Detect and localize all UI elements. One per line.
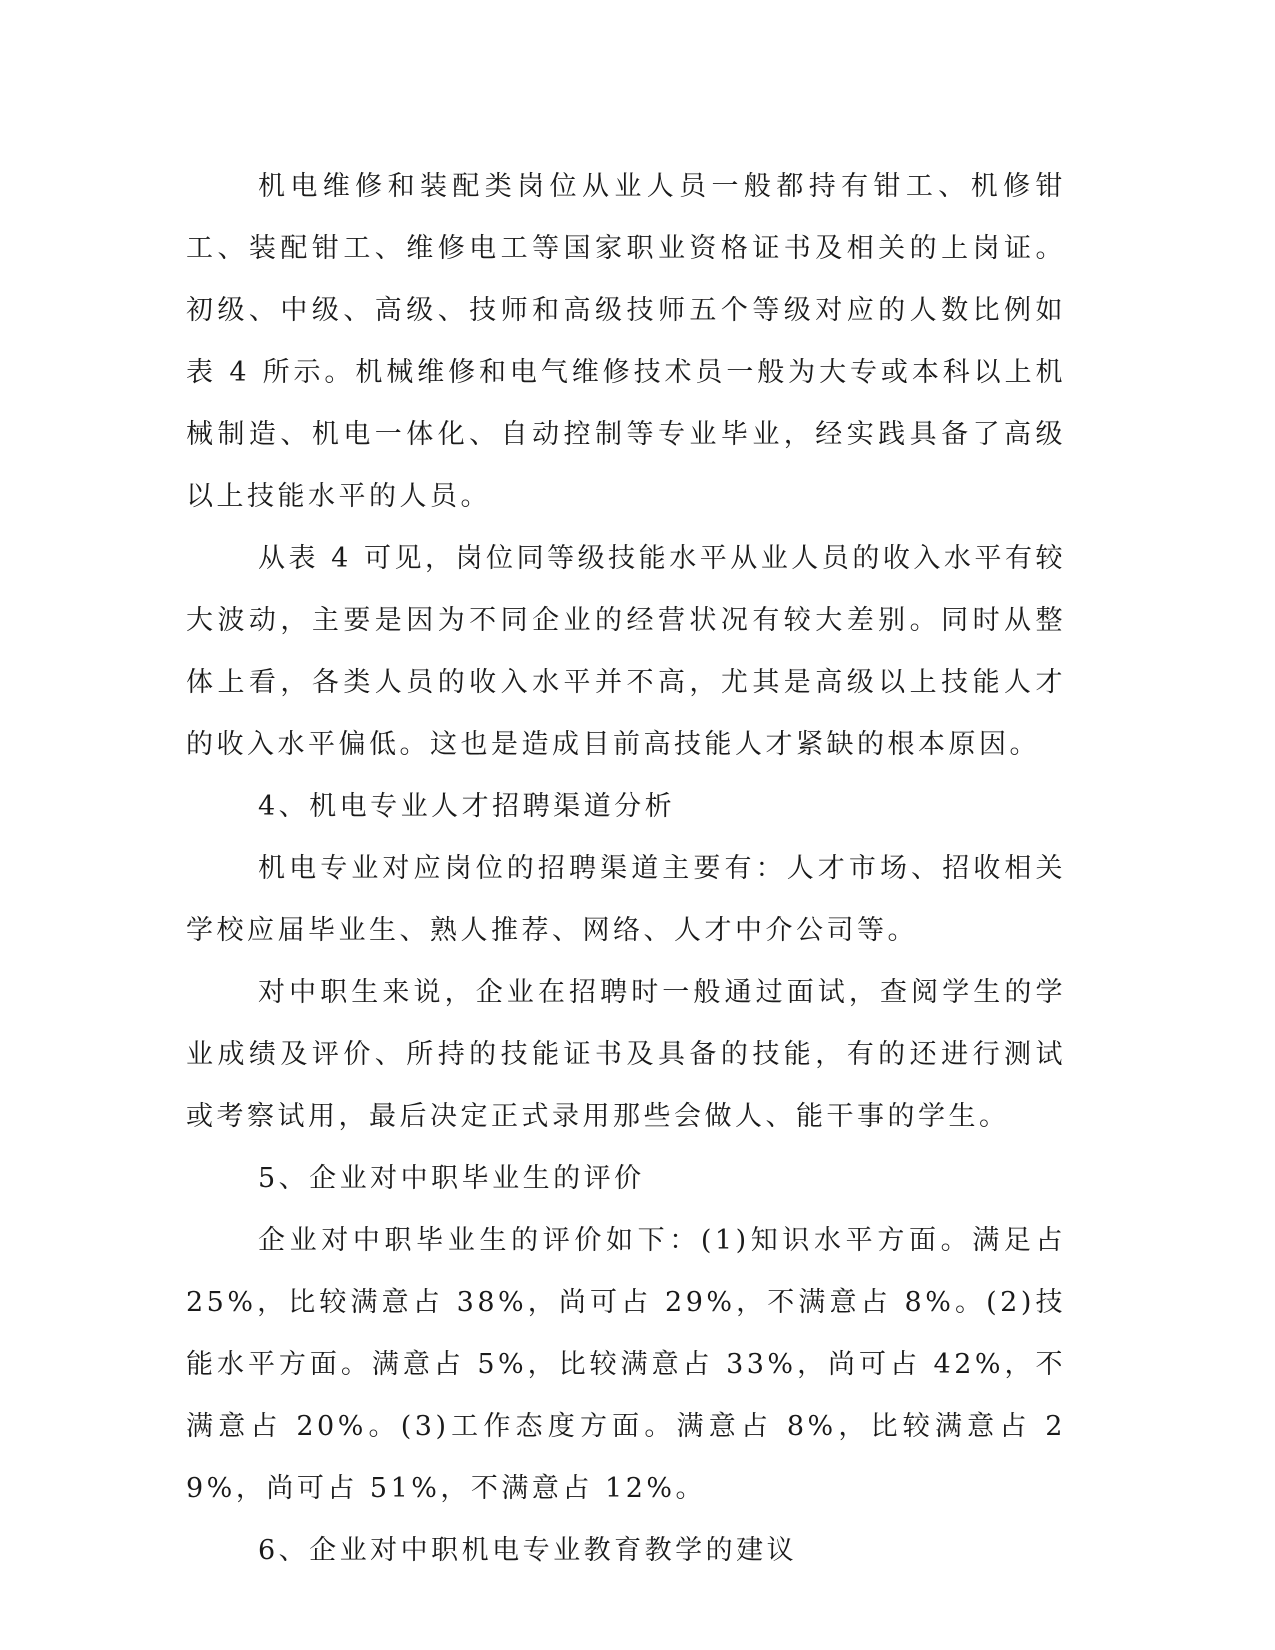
section-heading-evaluation: 5、企业对中职毕业生的评价 — [258, 1163, 645, 1194]
section-heading-suggestions: 6、企业对中职机电专业教育教学的建议 — [258, 1535, 798, 1566]
paragraph-certificates: 机电维修和装配类岗位从业人员一般都持有钳工、机修钳工、装配钳工、维修电工等国家职业资格证书及相关的上岗证。初级、中级、高级、技师和高级技师五个等级对应的人数比例如表 4 所示。机械维修和电气维修技术员一般为大专或本科以上机械制造、机电一体化、自动控制等专业毕业，经实践具备了高级以上技能水平的人员。 — [186, 171, 1066, 512]
paragraph-recruitment-channels: 机电专业对应岗位的招聘渠道主要有：人才市场、招收相关学校应届毕业生、熟人推荐、网络、人才中介公司等。 — [186, 853, 1066, 946]
document-body — [186, 156, 1066, 1582]
paragraph-evaluation-results: 企业对中职毕业生的评价如下：(1)知识水平方面。满足占 25%，比较满意占 38%，尚可占 29%，不满意占 8%。(2)技能水平方面。满意占 5%，比较满意占 33%，尚可占 42%，不满意占 20%。(3)工作态度方面。满意占 8%，比较满意占 29%，尚可占 51%，不满意占 12%。 — [186, 1225, 1066, 1504]
section-heading-recruitment: 4、机电专业人才招聘渠道分析 — [258, 791, 676, 822]
paragraph-hiring-process: 对中职生来说，企业在招聘时一般通过面试，查阅学生的学业成绩及评价、所持的技能证书及具备的技能，有的还进行测试或考察试用，最后决定正式录用那些会做人、能干事的学生。 — [186, 977, 1066, 1132]
paragraph-income-analysis: 从表 4 可见，岗位同等级技能水平从业人员的收入水平有较大波动，主要是因为不同企业的经营状况有较大差别。同时从整体上看，各类人员的收入水平并不高，尤其是高级以上技能人才的收入水平偏低。这也是造成目前高技能人才紧缺的根本原因。 — [186, 543, 1066, 760]
